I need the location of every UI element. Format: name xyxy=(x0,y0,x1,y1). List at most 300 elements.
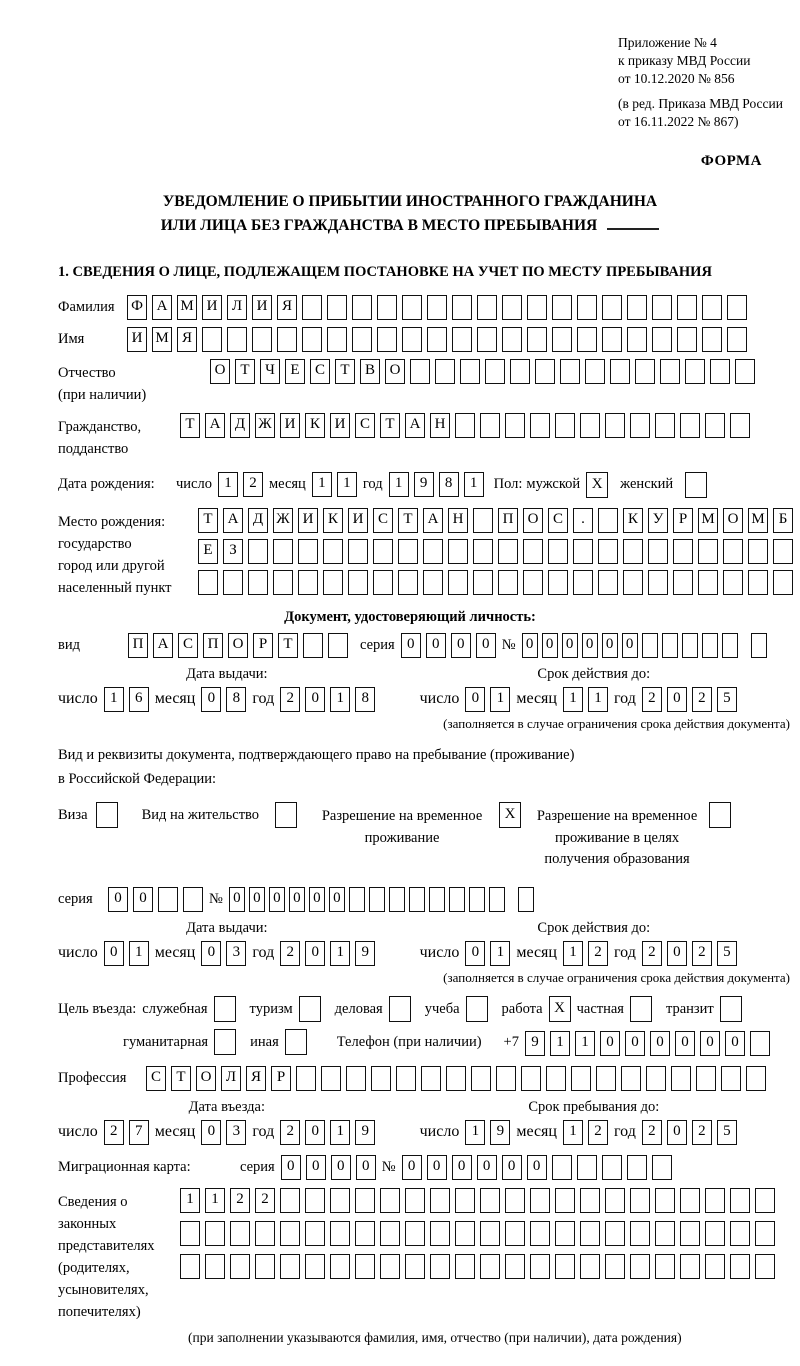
char-box[interactable] xyxy=(598,508,618,533)
char-box[interactable]: Ф xyxy=(127,295,147,320)
char-box[interactable] xyxy=(323,570,343,595)
char-box[interactable] xyxy=(373,539,393,564)
char-box[interactable] xyxy=(580,413,600,438)
char-box[interactable] xyxy=(727,327,747,352)
char-box[interactable]: 1 xyxy=(464,472,484,497)
char-box[interactable] xyxy=(685,359,705,384)
char-box[interactable] xyxy=(555,1254,575,1279)
char-box[interactable]: 0 xyxy=(650,1031,670,1056)
char-box[interactable] xyxy=(449,887,465,912)
char-box[interactable] xyxy=(296,1066,316,1091)
char-box[interactable] xyxy=(477,295,497,320)
char-box[interactable] xyxy=(298,570,318,595)
char-box[interactable]: 2 xyxy=(243,472,263,497)
char-box[interactable] xyxy=(646,1066,666,1091)
char-box[interactable]: Ж xyxy=(255,413,275,438)
char-box[interactable]: Я xyxy=(277,295,297,320)
char-box[interactable] xyxy=(555,1221,575,1246)
char-box[interactable] xyxy=(655,1221,675,1246)
char-box[interactable]: 0 xyxy=(542,633,558,658)
char-box[interactable] xyxy=(248,539,268,564)
char-box[interactable]: О xyxy=(385,359,405,384)
char-box[interactable] xyxy=(455,1254,475,1279)
char-box[interactable]: О xyxy=(196,1066,216,1091)
char-box[interactable]: 0 xyxy=(426,633,446,658)
purpose-private-checkbox[interactable] xyxy=(630,996,652,1022)
char-box[interactable] xyxy=(430,1254,450,1279)
char-box[interactable] xyxy=(305,1254,325,1279)
char-box[interactable] xyxy=(555,1188,575,1213)
char-box[interactable]: С xyxy=(548,508,568,533)
char-box[interactable] xyxy=(423,539,443,564)
char-box[interactable] xyxy=(702,633,718,658)
char-box[interactable]: 1 xyxy=(104,687,124,712)
char-box[interactable] xyxy=(280,1221,300,1246)
purpose-humanitarian-checkbox[interactable] xyxy=(214,1029,236,1055)
char-box[interactable]: 0 xyxy=(582,633,598,658)
char-box[interactable] xyxy=(489,887,505,912)
char-box[interactable] xyxy=(652,295,672,320)
char-box[interactable] xyxy=(455,413,475,438)
purpose-work-checkbox[interactable]: X xyxy=(549,996,571,1022)
char-box[interactable] xyxy=(273,539,293,564)
char-box[interactable] xyxy=(635,359,655,384)
char-box[interactable] xyxy=(655,1254,675,1279)
char-box[interactable]: 1 xyxy=(389,472,409,497)
char-box[interactable] xyxy=(473,508,493,533)
char-box[interactable] xyxy=(571,1066,591,1091)
char-box[interactable] xyxy=(605,1188,625,1213)
char-box[interactable] xyxy=(552,327,572,352)
char-box[interactable]: О xyxy=(523,508,543,533)
char-box[interactable] xyxy=(230,1221,250,1246)
char-box[interactable] xyxy=(355,1221,375,1246)
char-box[interactable] xyxy=(369,887,385,912)
char-box[interactable] xyxy=(630,1254,650,1279)
char-box[interactable]: 9 xyxy=(490,1120,510,1145)
char-box[interactable] xyxy=(610,359,630,384)
char-box[interactable]: Т xyxy=(398,508,418,533)
char-box[interactable]: 5 xyxy=(717,941,737,966)
char-box[interactable] xyxy=(605,1221,625,1246)
char-box[interactable] xyxy=(477,327,497,352)
char-box[interactable] xyxy=(523,570,543,595)
char-box[interactable]: 0 xyxy=(562,633,578,658)
char-box[interactable] xyxy=(748,539,768,564)
char-box[interactable]: 0 xyxy=(600,1031,620,1056)
char-box[interactable] xyxy=(473,539,493,564)
char-box[interactable] xyxy=(330,1254,350,1279)
char-box[interactable]: 0 xyxy=(201,1120,221,1145)
char-box[interactable]: 2 xyxy=(280,1120,300,1145)
char-box[interactable] xyxy=(330,1221,350,1246)
female-checkbox[interactable] xyxy=(685,472,707,498)
char-box[interactable]: 1 xyxy=(563,1120,583,1145)
char-box[interactable] xyxy=(485,359,505,384)
char-box[interactable]: С xyxy=(146,1066,166,1091)
char-box[interactable] xyxy=(405,1254,425,1279)
char-box[interactable] xyxy=(662,633,678,658)
char-box[interactable] xyxy=(698,539,718,564)
char-box[interactable] xyxy=(518,887,534,912)
char-box[interactable]: Ж xyxy=(273,508,293,533)
char-box[interactable] xyxy=(710,359,730,384)
char-box[interactable]: 0 xyxy=(401,633,421,658)
char-box[interactable] xyxy=(423,570,443,595)
char-box[interactable] xyxy=(696,1066,716,1091)
char-box[interactable]: М xyxy=(698,508,718,533)
char-box[interactable] xyxy=(273,570,293,595)
char-box[interactable]: Д xyxy=(230,413,250,438)
char-box[interactable] xyxy=(230,1254,250,1279)
char-box[interactable]: 0 xyxy=(402,1155,422,1180)
char-box[interactable] xyxy=(402,295,422,320)
char-box[interactable] xyxy=(321,1066,341,1091)
char-box[interactable]: 8 xyxy=(226,687,246,712)
residence-permit-checkbox[interactable] xyxy=(275,802,297,828)
char-box[interactable] xyxy=(498,539,518,564)
char-box[interactable]: 5 xyxy=(717,687,737,712)
char-box[interactable]: С xyxy=(310,359,330,384)
char-box[interactable]: 9 xyxy=(525,1031,545,1056)
char-box[interactable]: 2 xyxy=(104,1120,124,1145)
char-box[interactable]: И xyxy=(127,327,147,352)
char-box[interactable] xyxy=(755,1254,775,1279)
char-box[interactable] xyxy=(158,887,178,912)
char-box[interactable]: 3 xyxy=(226,1120,246,1145)
char-box[interactable]: Т xyxy=(380,413,400,438)
char-box[interactable] xyxy=(705,1188,725,1213)
char-box[interactable]: 3 xyxy=(226,941,246,966)
char-box[interactable]: С xyxy=(373,508,393,533)
char-box[interactable]: 0 xyxy=(667,687,687,712)
char-box[interactable] xyxy=(630,1221,650,1246)
char-box[interactable]: 1 xyxy=(588,687,608,712)
char-box[interactable]: С xyxy=(355,413,375,438)
char-box[interactable] xyxy=(755,1221,775,1246)
char-box[interactable]: 1 xyxy=(563,941,583,966)
char-box[interactable] xyxy=(627,1155,647,1180)
char-box[interactable] xyxy=(548,570,568,595)
char-box[interactable] xyxy=(527,295,547,320)
char-box[interactable] xyxy=(730,1254,750,1279)
char-box[interactable]: 7 xyxy=(129,1120,149,1145)
char-box[interactable] xyxy=(452,295,472,320)
char-box[interactable]: 1 xyxy=(180,1188,200,1213)
char-box[interactable] xyxy=(183,887,203,912)
char-box[interactable]: 1 xyxy=(330,687,350,712)
char-box[interactable]: Л xyxy=(221,1066,241,1091)
char-box[interactable] xyxy=(530,1188,550,1213)
char-box[interactable] xyxy=(746,1066,766,1091)
char-box[interactable]: А xyxy=(405,413,425,438)
char-box[interactable]: Д xyxy=(248,508,268,533)
char-box[interactable] xyxy=(429,887,445,912)
char-box[interactable] xyxy=(621,1066,641,1091)
char-box[interactable]: 1 xyxy=(330,941,350,966)
char-box[interactable] xyxy=(642,633,658,658)
char-box[interactable] xyxy=(223,570,243,595)
char-box[interactable]: П xyxy=(203,633,223,658)
char-box[interactable] xyxy=(552,1155,572,1180)
char-box[interactable]: 2 xyxy=(280,687,300,712)
char-box[interactable] xyxy=(502,295,522,320)
char-box[interactable] xyxy=(673,570,693,595)
char-box[interactable] xyxy=(577,1155,597,1180)
char-box[interactable] xyxy=(480,413,500,438)
char-box[interactable] xyxy=(730,413,750,438)
char-box[interactable] xyxy=(671,1066,691,1091)
char-box[interactable]: 0 xyxy=(527,1155,547,1180)
char-box[interactable]: 2 xyxy=(692,941,712,966)
char-box[interactable] xyxy=(430,1188,450,1213)
char-box[interactable] xyxy=(702,327,722,352)
char-box[interactable] xyxy=(723,539,743,564)
char-box[interactable] xyxy=(598,570,618,595)
char-box[interactable]: М xyxy=(152,327,172,352)
char-box[interactable] xyxy=(751,633,767,658)
char-box[interactable] xyxy=(405,1221,425,1246)
char-box[interactable]: Р xyxy=(253,633,273,658)
char-box[interactable] xyxy=(396,1066,416,1091)
char-box[interactable]: 0 xyxy=(201,941,221,966)
char-box[interactable] xyxy=(530,1254,550,1279)
char-box[interactable] xyxy=(298,539,318,564)
char-box[interactable] xyxy=(355,1188,375,1213)
char-box[interactable] xyxy=(380,1188,400,1213)
char-box[interactable]: М xyxy=(748,508,768,533)
char-box[interactable] xyxy=(630,1188,650,1213)
char-box[interactable] xyxy=(623,570,643,595)
char-box[interactable]: 0 xyxy=(331,1155,351,1180)
char-box[interactable] xyxy=(573,539,593,564)
char-box[interactable] xyxy=(448,539,468,564)
char-box[interactable]: 0 xyxy=(329,887,345,912)
char-box[interactable]: А xyxy=(205,413,225,438)
char-box[interactable] xyxy=(577,295,597,320)
char-box[interactable]: 0 xyxy=(622,633,638,658)
char-box[interactable] xyxy=(577,327,597,352)
char-box[interactable] xyxy=(552,295,572,320)
char-box[interactable]: 0 xyxy=(305,687,325,712)
char-box[interactable] xyxy=(498,570,518,595)
char-box[interactable] xyxy=(305,1221,325,1246)
char-box[interactable] xyxy=(505,1221,525,1246)
char-box[interactable] xyxy=(596,1066,616,1091)
purpose-business-checkbox[interactable] xyxy=(389,996,411,1022)
char-box[interactable] xyxy=(480,1221,500,1246)
char-box[interactable]: 0 xyxy=(309,887,325,912)
char-box[interactable]: 0 xyxy=(108,887,128,912)
char-box[interactable] xyxy=(405,1188,425,1213)
char-box[interactable] xyxy=(602,1155,622,1180)
char-box[interactable] xyxy=(355,1254,375,1279)
char-box[interactable]: Я xyxy=(246,1066,266,1091)
char-box[interactable]: 0 xyxy=(305,1120,325,1145)
char-box[interactable] xyxy=(480,1188,500,1213)
char-box[interactable] xyxy=(252,327,272,352)
char-box[interactable]: И xyxy=(280,413,300,438)
char-box[interactable]: И xyxy=(252,295,272,320)
char-box[interactable]: 9 xyxy=(414,472,434,497)
char-box[interactable] xyxy=(530,1221,550,1246)
char-box[interactable] xyxy=(598,539,618,564)
char-box[interactable] xyxy=(205,1254,225,1279)
temp-residence-checkbox[interactable]: X xyxy=(499,802,521,828)
char-box[interactable] xyxy=(502,327,522,352)
char-box[interactable] xyxy=(750,1031,770,1056)
char-box[interactable]: 1 xyxy=(218,472,238,497)
char-box[interactable] xyxy=(705,413,725,438)
char-box[interactable] xyxy=(180,1254,200,1279)
char-box[interactable] xyxy=(346,1066,366,1091)
char-box[interactable]: 0 xyxy=(269,887,285,912)
char-box[interactable] xyxy=(349,887,365,912)
temp-residence-education-checkbox[interactable] xyxy=(709,802,731,828)
char-box[interactable]: 1 xyxy=(312,472,332,497)
char-box[interactable]: О xyxy=(723,508,743,533)
char-box[interactable] xyxy=(371,1066,391,1091)
char-box[interactable]: 0 xyxy=(602,633,618,658)
char-box[interactable]: 2 xyxy=(280,941,300,966)
char-box[interactable] xyxy=(555,413,575,438)
char-box[interactable]: 0 xyxy=(700,1031,720,1056)
char-box[interactable] xyxy=(448,570,468,595)
char-box[interactable] xyxy=(723,570,743,595)
char-box[interactable] xyxy=(303,633,323,658)
char-box[interactable]: 0 xyxy=(281,1155,301,1180)
char-box[interactable] xyxy=(648,570,668,595)
char-box[interactable] xyxy=(398,539,418,564)
char-box[interactable] xyxy=(680,1221,700,1246)
char-box[interactable] xyxy=(630,413,650,438)
char-box[interactable] xyxy=(471,1066,491,1091)
char-box[interactable] xyxy=(402,327,422,352)
char-box[interactable] xyxy=(677,295,697,320)
char-box[interactable] xyxy=(605,413,625,438)
char-box[interactable] xyxy=(398,570,418,595)
char-box[interactable] xyxy=(427,295,447,320)
char-box[interactable] xyxy=(705,1221,725,1246)
char-box[interactable] xyxy=(227,327,247,352)
char-box[interactable]: 0 xyxy=(305,941,325,966)
char-box[interactable] xyxy=(469,887,485,912)
char-box[interactable]: Т xyxy=(278,633,298,658)
char-box[interactable] xyxy=(510,359,530,384)
char-box[interactable]: Л xyxy=(227,295,247,320)
char-box[interactable] xyxy=(380,1221,400,1246)
char-box[interactable] xyxy=(602,327,622,352)
char-box[interactable] xyxy=(446,1066,466,1091)
char-box[interactable] xyxy=(602,295,622,320)
char-box[interactable]: 0 xyxy=(306,1155,326,1180)
char-box[interactable] xyxy=(280,1188,300,1213)
char-box[interactable]: И xyxy=(202,295,222,320)
char-box[interactable] xyxy=(380,1254,400,1279)
char-box[interactable]: К xyxy=(623,508,643,533)
char-box[interactable]: А xyxy=(223,508,243,533)
purpose-transit-checkbox[interactable] xyxy=(720,996,742,1022)
char-box[interactable] xyxy=(698,570,718,595)
char-box[interactable]: Е xyxy=(285,359,305,384)
char-box[interactable]: 1 xyxy=(490,687,510,712)
char-box[interactable] xyxy=(352,327,372,352)
char-box[interactable]: А xyxy=(152,295,172,320)
char-box[interactable] xyxy=(435,359,455,384)
char-box[interactable]: 9 xyxy=(355,941,375,966)
char-box[interactable]: И xyxy=(330,413,350,438)
char-box[interactable] xyxy=(410,359,430,384)
char-box[interactable] xyxy=(655,413,675,438)
char-box[interactable] xyxy=(680,413,700,438)
char-box[interactable]: 0 xyxy=(249,887,265,912)
char-box[interactable]: 2 xyxy=(588,1120,608,1145)
char-box[interactable] xyxy=(452,327,472,352)
char-box[interactable] xyxy=(205,1221,225,1246)
char-box[interactable]: Я xyxy=(177,327,197,352)
char-box[interactable]: Н xyxy=(430,413,450,438)
char-box[interactable]: 1 xyxy=(490,941,510,966)
char-box[interactable] xyxy=(305,1188,325,1213)
char-box[interactable] xyxy=(721,1066,741,1091)
char-box[interactable] xyxy=(389,887,405,912)
char-box[interactable]: К xyxy=(323,508,343,533)
char-box[interactable] xyxy=(605,1254,625,1279)
char-box[interactable]: 1 xyxy=(575,1031,595,1056)
char-box[interactable] xyxy=(773,539,793,564)
char-box[interactable] xyxy=(680,1188,700,1213)
char-box[interactable] xyxy=(373,570,393,595)
char-box[interactable]: 0 xyxy=(133,887,153,912)
male-checkbox[interactable]: X xyxy=(586,472,608,498)
char-box[interactable]: 1 xyxy=(337,472,357,497)
char-box[interactable]: 0 xyxy=(522,633,538,658)
char-box[interactable]: М xyxy=(177,295,197,320)
char-box[interactable]: 0 xyxy=(477,1155,497,1180)
char-box[interactable] xyxy=(473,570,493,595)
char-box[interactable] xyxy=(180,1221,200,1246)
char-box[interactable] xyxy=(530,413,550,438)
char-box[interactable] xyxy=(302,295,322,320)
char-box[interactable] xyxy=(455,1221,475,1246)
purpose-other-checkbox[interactable] xyxy=(285,1029,307,1055)
char-box[interactable] xyxy=(323,539,343,564)
char-box[interactable] xyxy=(496,1066,516,1091)
char-box[interactable]: 6 xyxy=(129,687,149,712)
char-box[interactable]: Т xyxy=(180,413,200,438)
char-box[interactable]: 1 xyxy=(465,1120,485,1145)
char-box[interactable]: К xyxy=(305,413,325,438)
char-box[interactable]: С xyxy=(178,633,198,658)
char-box[interactable]: 0 xyxy=(667,941,687,966)
char-box[interactable] xyxy=(773,570,793,595)
char-box[interactable] xyxy=(680,1254,700,1279)
char-box[interactable] xyxy=(348,570,368,595)
char-box[interactable] xyxy=(330,1188,350,1213)
char-box[interactable] xyxy=(280,1254,300,1279)
char-box[interactable]: Р xyxy=(673,508,693,533)
char-box[interactable] xyxy=(655,1188,675,1213)
char-box[interactable] xyxy=(505,413,525,438)
char-box[interactable]: 8 xyxy=(355,687,375,712)
char-box[interactable] xyxy=(673,539,693,564)
char-box[interactable]: 2 xyxy=(692,687,712,712)
char-box[interactable] xyxy=(573,570,593,595)
char-box[interactable]: 0 xyxy=(289,887,305,912)
char-box[interactable] xyxy=(677,327,697,352)
char-box[interactable]: З xyxy=(223,539,243,564)
char-box[interactable]: Т xyxy=(171,1066,191,1091)
